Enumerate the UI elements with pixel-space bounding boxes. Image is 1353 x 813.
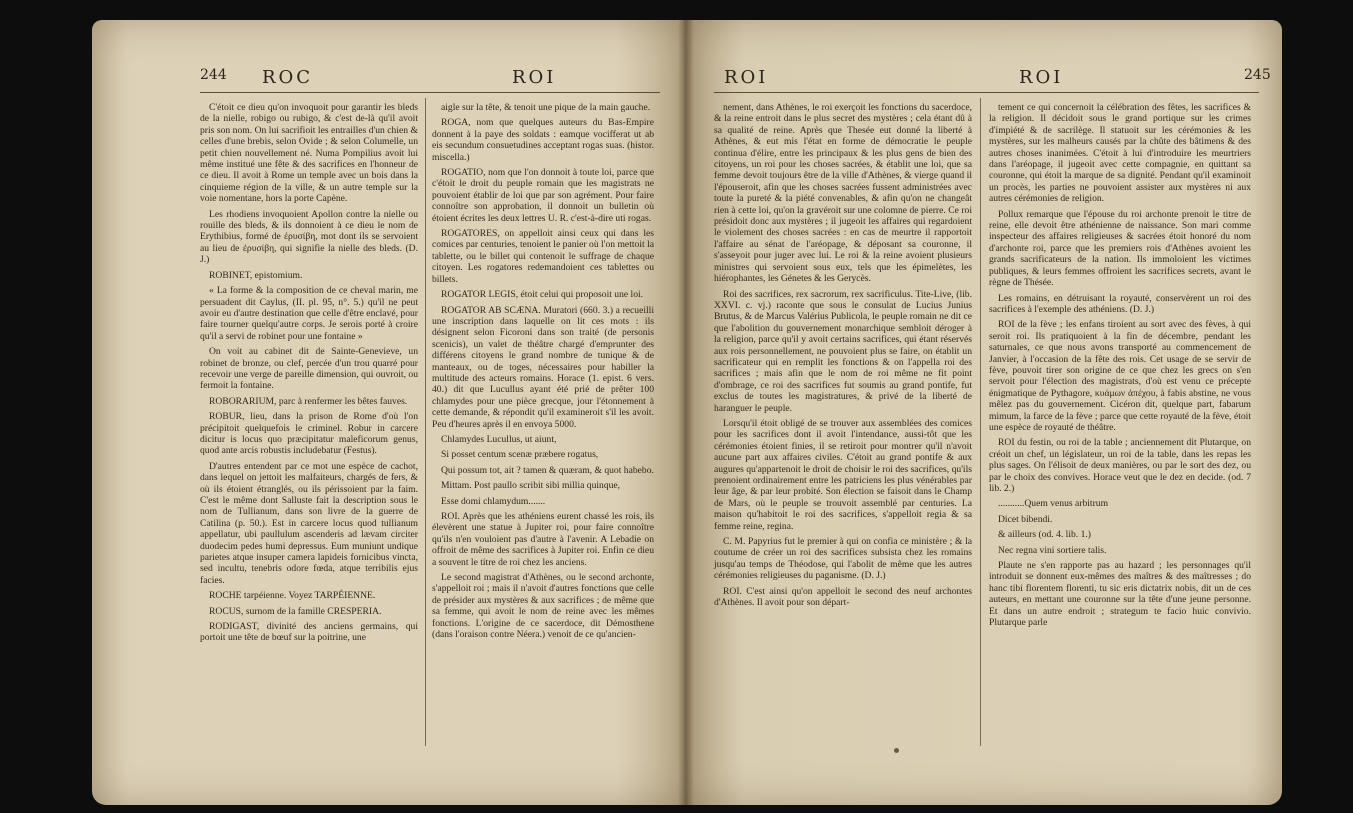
page-number-left: 244 [200, 67, 227, 83]
right-page [684, 20, 1282, 805]
paragraph: Les rhodiens invoquoient Apollon contre la nielle ou rouille des bleds, & ils donnoient à ce dieu le nom de Erythibius, formé de ἐρυσίβη, mot dont ils se servoient au lieu de ἐρυσίβη, qui signifie la nielle des bleds. (D. J.) [200, 208, 418, 266]
header-word-left: ROC [262, 67, 314, 88]
paragraph: ROI. Après que les athéniens eurent chassé les rois, ils élevèrent une statue à Jupiter roi, pour faire connoître qu'ils n'en vouloient pas d'autre à l'avenir. A Lebadie on offroit de même des sacrifices à Jupiter roi. Enfin ce dieu a souvent le titre de roi chez les anciens. [432, 511, 654, 568]
paragraph: ROCUS, surnom de la famille CRESPERIA. [209, 605, 382, 617]
paragraph: Nec regna vini sortiere talis. [998, 544, 1107, 556]
paragraph: Plaute ne s'en rapporte pas au hazard ; les personnages qu'il introduit se donnent eux-mêmes des maîtres & des maîtresses ; do hanc tibi florentem florenti, tu sic eris dictatrix nobis, dit un de ces auteurs, en mettant une couronne sur la tête d'une jeune personne. Et dans un autre endroit ; strategum te facio huic convivio. Plutarque parle [989, 560, 1251, 629]
paragraph: « La forme & la composition de ce cheval marin, me persuadent dit Caylus, (II. pl. 95, n°. 5.) qu'il ne peut avoir eu d'autre destination que celle d'être enclavé, pour faire tourner quelqu'autre corps. Je serois porté à croire qu'il a servi de robinet pour une fontaine » [200, 285, 418, 342]
paragraph: Roi des sacrifices, rex sacrorum, rex sacrificulus. Tite-Live, (lib. XXVI. c. vj.) raconte que sous le consulat de Lucius Junius Brutus, & de Marcus Valérius Publicola, le peuple romain ne dit ce que l'abolition du gouvernement monarchique sembloit déroger à la religion, parce qu'il y avoit certains sacrifices, qui étant réservés aux rois personnellement, ne pouvoient plus se faire, on établit un sacrificateur qui en remplit les fonctions & on l'appella roi des sacrifices ; mais afin que le nom de roi même ne fit point d'ombrage, ce roi des sacrifices fut soumis au grand pontife, fut exclus de toutes les magistratures, & privé de la liberté de haranguer le peuple. [714, 288, 972, 414]
paragraph: ROI du festin, ou roi de la table ; anciennement dit Plutarque, on créoit un chef, un législateur, un roi de la table, dans les repas les plus sages. On l'élisoit de deux manières, ou par le sort des dez, ou par le choix des convives. Horace veut que le dez en decide. (od. 7 lib. 2.) [989, 437, 1251, 494]
header-word-left-2: ROI [512, 67, 557, 88]
header-word-right: ROI [724, 67, 769, 88]
paragraph: ROBINET, epistomium. [209, 269, 303, 281]
paragraph: aigle sur la tête, & tenoit une pique de la main gauche. [441, 102, 651, 113]
paragraph: ROBORARIUM, parc à renfermer les bêtes fauves. [209, 395, 408, 407]
paragraph: tement ce qui concernoit la célébration des fêtes, les sacrifices & la religion. Il décidoit sous le grand portique sur les crimes d'impiété & de sacrilège. Il statuoit sur les cérémonies & les mystères, sur les malheurs causés par la chûte des bâtimens & des autres choses inanimées. C'étoit à lui d'introduire les meurtriers dans l'aréopage, il jugeoit avec cette compagnie, en quittant sa couronne, qui étoit la marque de sa dignité. Pendant qu'il examinoit un procès, les parties ne pouvoient assister aux mystères ni aux autres cérémonies de religion. [989, 102, 1251, 205]
book-gutter [678, 20, 694, 805]
paragraph: ROGATOR AB SCÆNA. Muratori (660. 3.) a recueilli une inscription dans laquelle on lit ces mots : ils désignent selon Ficoroni dans son traité (de personis scenicis), un valet de théâtre chargé d'emprunter des différens citoyens le grand nombre de tunique & de manteaux, ou de toges, nécessaires pour habiller la multitude des acteurs romains. Horace (1. epist. 6 vers. 40.) dit que Lucullus ayant été prié de prêter 100 chlamydes pour une pièce grecque, jour l'étonnement à cette demande, & répondit qu'il examineroit s'il les avoit. Peu d'heures après il en envoya 5000. [432, 304, 654, 430]
paragraph: Les romains, en détruisant la royauté, conservèrent un roi des sacrifices à l'exemple des athéniens. (D. J.) [989, 292, 1251, 315]
left-page-column-2 [432, 102, 654, 644]
right-page-column-1 [714, 102, 972, 612]
page-number-right: 245 [1244, 67, 1271, 83]
left-page [92, 20, 688, 805]
paragraph: ROGA, nom que quelques auteurs du Bas-Empire donnent à la paye des soldats : eamque vocifferat ut ab eis secundum consuetudines acceptant rogas suas. (histor. miscella.) [432, 117, 654, 163]
open-book [92, 20, 1282, 805]
header-rule-left [200, 92, 660, 93]
paragraph: C'étoit ce dieu qu'on invoquoit pour garantir les bleds de la nielle, robigo ou rubigo, & c'est de-là qu'il avoit pris son nom. On lui sacrifioit les entrailles d'un chien & celles d'une brebis, selon Ovide ; & selon Columelle, un petit chien nouvellement né. Numa Pompilius avoit lui même institué une fête & des sacrifices en l'honneur de ce dieu. Il avoit à Rome un temple avec un bois dans la cinquieme région de la ville, & un autre temple sur la voie nomentane, hors la porte Capène. [200, 102, 418, 205]
paragraph: D'autres entendent par ce mot une espèce de cachot, dans lequel on jettoit les malfaiteurs, chargés de fers, & où ils étoient étranglés, ou ils périssoient par la faim. C'est le même dont Salluste fait la description sous le nom de Tullianum, dans son livre de la guerre de Catilina (p. 50.). Est in carcere locus quod tullianum appellatur, ubi paullulum ascenderis ad lævam circiter duodecim pedes humi depressus. Eum muniunt undique parietes atque insuper camera lapideis fornicibus vincta, sed incultu, tenebris odore fœda, atque terribilis ejus facies. [200, 460, 418, 586]
paragraph: ROGATOR LEGIS, étoit celui qui proposoit une loi. [441, 289, 644, 301]
paragraph: Lorsqu'il étoit obligé de se trouver aux assemblées des comices pour les sacrifices dont il avoit l'intendance, aussi-tôt que les cérémonies étoient finies, il se retiroit pour montrer qu'il n'avoit aucune part aux affaires civiles. C'étoit au grand pontife & aux augures qu'appartenoit le droit de choisir le roi des sacrifices, qu'ils prenoient ordinairement entre les patriciens les plus vénérables par leur âge, & par leur probité. Son élection se faisoit dans le Champ de Mars, où le peuple se trouvoit assemblé par centuries. La maison qu'habitoit le roi des sacrifices, s'appelloit regia & sa femme reine, regina. [714, 417, 972, 532]
paragraph: Le second magistrat d'Athènes, ou le second archonte, s'appelloit roi ; mais il n'avoit d'autres fonctions que celle de présider aux mystères & aux sacrifices ; de même que sa femme, qui avoit le nom de reine avec les mêmes fonctions. L'origine de ce sacerdoce, dit Démosthene (dans l'oraison contre Néera.) venoit de ce qu'ancien- [432, 572, 654, 641]
paragraph: Chlamydes Lucullus, ut aiunt, [441, 433, 557, 445]
paragraph: & ailleurs (od. 4. lib. 1.) [998, 529, 1091, 541]
paragraph: ROBUR, lieu, dans la prison de Rome d'où l'on précipitoit quelquefois le criminel. Robur in carcere dicitur is locus quo præcipitatur maleficorum genus, quod ante arcis robustis includebatur (Festus). [200, 411, 418, 457]
paragraph: ROI de la fève ; les enfans tiroient au sort avec des fèves, à qui seroit roi. Ils pratiquoient à la fin de décembre, pendant les saturnales, ce que nous avons transporté au commencement de Janvier, à l'occasion de la fête des rois. Cet usage de se servir de fève, pouvoit tirer son origine de ce que chez les grecs on s'en servoit pour l'élection des magistrats, d'où est venu ce précepte énigmatique de Pythagore, κυάμων ἀπέχου, à fabis abstine, ne vous mêlez pas du gouvernement. Cicéron dit, quelque part, fabarum mimum, la farce de la fève ; parce que cette royauté de la fève, étoit une espèce de royauté de théâtre. [989, 319, 1251, 433]
paragraph: On voit au cabinet dit de Sainte-Genevieve, un robinet de bronze, ou clef, percée d'un trou quarré pour recevoir une verge de pareille dimension, qui ouvroit, ou fermoit la fontaine. [200, 346, 418, 392]
paragraph: nement, dans Athènes, le roi exerçoit les fonctions du sacerdoce, & la reine entroit dans le plus secret des mystères ; cela étant dû à sa qualité de reine. Après que Thesée eut donné la liberté à Athènes, & eut mis l'état en forme de démocratie le peuple continua d'élire, entre les principaux & les plus gens de bien des citoyens, un roi pour les choses sacrées, & établit une loi, que sa femme devoit toujours être de la ville d'Athènes, & vierge quand il l'épouseroit, afin que les choses sacrées fussent administrées avec toute la pureté & la piété convenables, & afin qu'on ne changeât rien à cette loi, qu'on la gravéroit sur une colomne de pierre. Ce roi présidoit donc aux mystères ; il jugeoit les affaires qui regardoient le violement des choses sacrées : en cas de meurtre il rapportoit l'affaire au sénat de l'aréopage, & déposant sa couronne, il s'asseyoit pour juger avec lui. Le roi & la reine avoient plusieurs ministres qui servoient sous eux, tels que les épimelètes, les hiérophantes, les Génetes & les Gerycès. [714, 102, 972, 285]
header-rule-right [714, 92, 1259, 93]
paragraph: ROCHE tarpéienne. Voyez TARPÉIENNE. [209, 590, 376, 602]
paragraph: Dicet bibendi. [998, 513, 1053, 525]
paragraph: Qui possum tot, ait ? tamen & quæram, & quot habebo. [441, 464, 654, 476]
paragraph: C. M. Papyrius fut le premier à qui on confia ce ministère ; & la coutume de créer un roi des sacrifices subsista chez les romains jusqu'au temps de Théodose, qui l'abolit de même que les autres cérémonies religieuses du paganisme. (D. J.) [714, 536, 972, 582]
left-page-column-1 [200, 102, 418, 648]
paragraph: RODIGAST, divinité des anciens germains, qui portoit une tête de bœuf sur la poitrine, une [200, 621, 418, 644]
paragraph: Pollux remarque que l'épouse du roi archonte prenoit le titre de reine, elle devoit être athénienne de naissance. Son mari comme inspecteur des affaires religieuses & sacrées étoit honoré du nom d'archonte roi, parce que les premiers rois d'Athènes avoient les grands sacrificateurs de la nation. Ils immoloient les victimes publiques, & leurs femmes offroient les sacrifices secrets, avant le règne de Thésée. [989, 208, 1251, 289]
printer-mark [894, 748, 899, 753]
right-page-column-2 [989, 102, 1251, 632]
column-divider-left [425, 98, 426, 746]
column-divider-right [980, 98, 981, 746]
paragraph: Mittam. Post paullo scribit sibi millia quinque, [441, 480, 621, 492]
paragraph: ROGATORES, on appelloit ainsi ceux qui dans les comices par centuries, tenoient le panier où l'on mettoit la tablette, ou le billet qui contenoit le suffrage de chaque citoyen. Les rogatores redemandoient ces tablettes ou billets. [432, 228, 654, 285]
paragraph: ROI. C'est ainsi qu'on appelloit le second des neuf archontes d'Athènes. Il avoit pour son départ- [714, 585, 972, 609]
header-word-right-2: ROI [1019, 67, 1064, 88]
paragraph: ROGATIO, nom que l'on donnoit à toute loi, parce que c'étoit le droit du peuple romain que les magistrats ne pouvoient établir de loi que par son agrément. Pour faire connoître son approbation, il donnoit un bulletin où étoient écrites les deux lettres U. R. c'est-à-dire uti rogas. [432, 167, 654, 224]
paragraph: Si posset centum scenæ præbere rogatus, [441, 449, 599, 461]
paragraph: ...........Quem venus arbitrum [998, 498, 1109, 510]
paragraph: Esse domi chlamydum....... [441, 495, 546, 507]
